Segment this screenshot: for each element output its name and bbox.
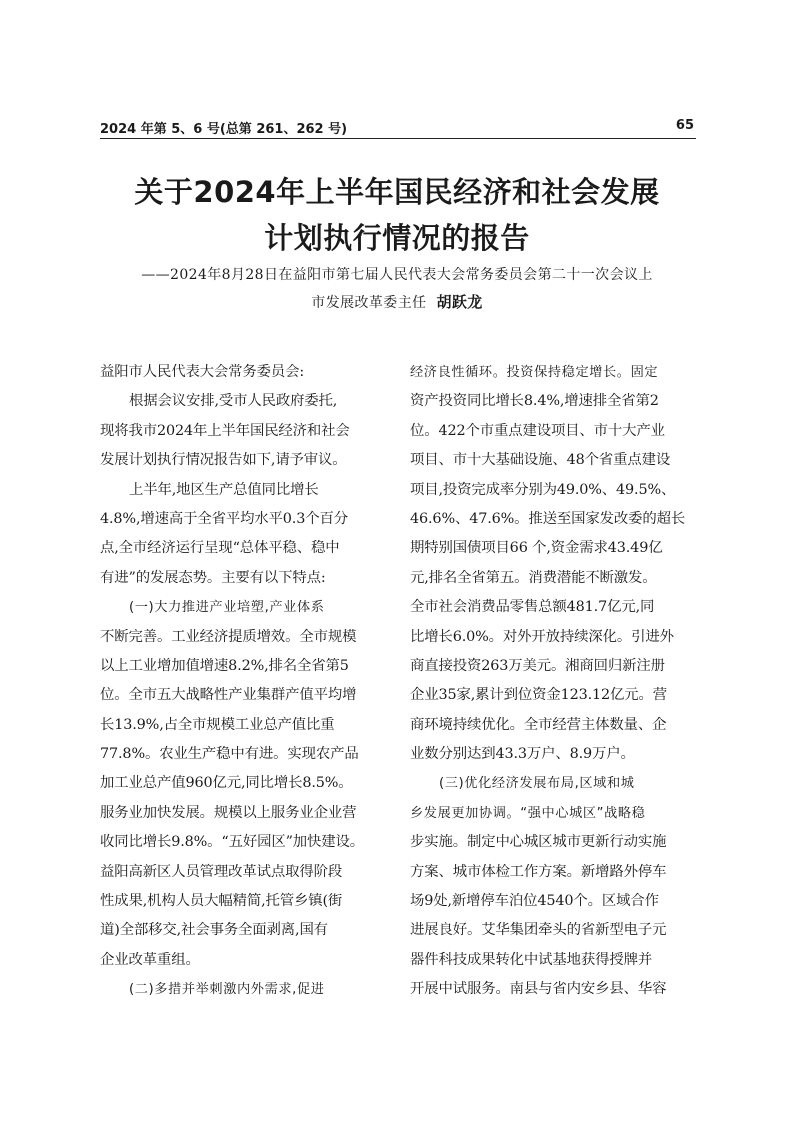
body-line: 企业35家,累计到位资金123.12亿元。营 <box>410 687 668 704</box>
body-line: 步实施。制定中心城区城市更新行动实施 <box>410 834 667 851</box>
body-line: 场9处,新增停车泊位4540个。区域合作 <box>410 893 659 910</box>
body-line: 期特别国债项目66 个,资金需求43.49亿 <box>410 540 663 557</box>
subtitle-byline <box>97 291 697 312</box>
body-line: 不断完善。工业经济提质增效。全市规模 <box>100 628 357 645</box>
body-line: 位。422个市重点建设项目、市十大产业 <box>410 422 665 439</box>
body-line: 77.8%。农业生产稳中有进。实现农产品 <box>100 746 359 763</box>
section-heading-2: (二)多措并举刺激内外需求,促进 <box>129 982 325 998</box>
body-line: 道)全部移交,社会事务全面剥离,国有 <box>100 922 328 939</box>
running-header <box>100 118 696 139</box>
right-column <box>410 358 700 1005</box>
body-line: 项目,投资完成率分别为49.0%、49.5%、 <box>410 481 676 498</box>
article-title-line-2: 计划执行情况的报告 <box>264 221 530 255</box>
body-line: 器件科技成果转化中试基地获得授牌并 <box>410 951 653 968</box>
body-line: 益阳高新区人员管理改革试点取得阶段 <box>100 863 343 880</box>
body-line: 加工业总产值960亿元,同比增长8.5%。 <box>100 775 353 792</box>
body-line: 根据会议安排,受市人民政府委托, <box>129 393 338 410</box>
body-line: 资产投资同比增长8.4%,增速排全省第2 <box>410 393 659 410</box>
body-line: 企业改革重组。 <box>100 951 200 968</box>
body-line: 服务业加快发展。规模以上服务业企业营 <box>100 804 357 821</box>
body-line: 4.8%,增速高于全省平均水平0.3个百分 <box>100 510 348 527</box>
section-heading-3-continued: 乡发展更加协调。“强中心城区”战略稳 <box>410 805 646 821</box>
body-line: 点,全市经济运行呈现“总体平稳、稳中 <box>100 540 340 557</box>
body-line: 项目、市十大基础设施、48个省重点建设 <box>410 452 671 469</box>
body-line: 商环境持续优化。全市经营主体数量、企 <box>410 716 667 733</box>
body-line: 性成果,机构人员大幅精简,托管乡镇(街 <box>100 893 343 910</box>
body-line: 位。全市五大战略性产业集群产值平均增 <box>100 687 357 704</box>
body-line: 业数分别达到43.3万户、8.9万户。 <box>410 746 635 763</box>
body-line: 长13.9%,占全市规模工业总产值比重 <box>100 716 335 733</box>
body-line: 收同比增长9.8%。“五好园区”加快建设。 <box>100 834 364 851</box>
author-position: 市发展改革委主任 <box>311 295 427 311</box>
salutation: 益阳市人民代表大会常务委员会: <box>100 364 305 380</box>
body-line: 比增长6.0%。对外开放持续深化。引进外 <box>410 628 674 645</box>
body-line: 进展良好。艾华集团牵头的省新型电子元 <box>410 922 667 939</box>
body-line: 现将我市2024年上半年国民经济和社会 <box>100 422 350 439</box>
body-line: 元,排名全省第五。消费潜能不断激发。 <box>410 569 657 586</box>
author-name: 胡跃龙 <box>436 293 483 311</box>
section-heading-1: (一)大力推进产业培塑,产业体系 <box>129 600 325 616</box>
issue-label: 2024 年第 5、6 号(总第 261、262 号) <box>100 122 348 137</box>
article-title-line-1: 关于2024年上半年国民经济和社会发展 <box>134 175 660 209</box>
subtitle-occasion: ——2024年8月28日在益阳市第七届人民代表大会常务委员会第二十一次会议上 <box>141 267 653 283</box>
body-line: 开展中试服务。南县与省内安乡县、华容 <box>410 981 667 998</box>
section-heading-2-continued: 经济良性循环。投资保持稳定增长。固定 <box>410 365 659 380</box>
body-line: 方案、城市体检工作方案。新增路外停车 <box>410 863 667 880</box>
page-number: 65 <box>675 118 694 133</box>
body-line: 有进”的发展态势。主要有以下特点: <box>100 569 326 586</box>
body-line: 全市社会消费品零售总额481.7亿元,同 <box>410 599 655 616</box>
body-line: 以上工业增加值增速8.2%,排名全省第5 <box>100 657 349 674</box>
section-heading-3: (三)优化经济发展布局,区域和城 <box>439 776 635 792</box>
body-line: 发展计划执行情况报告如下,请予审议。 <box>100 452 347 469</box>
body-line: 上半年,地区生产总值同比增长 <box>129 481 319 498</box>
body-line: 46.6%、47.6%。推送至国家发改委的超长 <box>410 510 686 527</box>
body-line: 商直接投资263万美元。湘商回归新注册 <box>410 657 665 674</box>
left-column <box>100 358 390 1005</box>
